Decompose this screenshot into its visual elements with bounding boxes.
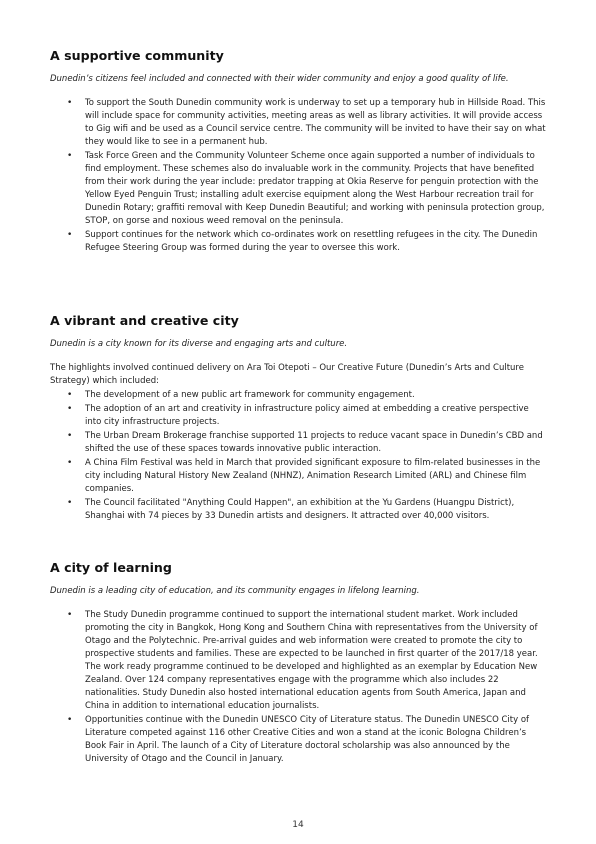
list-item: • To support the South Dunedin community work is underway to set up a temporary hub in Hillside Road. This will include space for community activities, meeting areas as well as library activities. It will provide access to Gig wifi and be used as a Council service centre. The community will be invited to have their say on what they would like to see in a permanent hub. bbox=[85, 97, 546, 149]
bullet-list bbox=[50, 609, 546, 766]
section-supportive-community bbox=[50, 48, 546, 256]
section-heading: A supportive community bbox=[50, 48, 224, 63]
section-city-of-learning bbox=[50, 560, 546, 767]
list-item: • The Council facilitated "Anything Could Happen", an exhibition at the Yu Gardens (Huangpu District), Shanghai with 74 pieces by 33 Dunedin artists and designers. It attracted over 40,000 visitors. bbox=[85, 497, 546, 523]
bullet-list bbox=[50, 389, 546, 523]
section-heading: A city of learning bbox=[50, 560, 172, 575]
list-item: • The Study Dunedin programme continued to support the international student market. Work included promoting the city in Bangkok, Hong Kong and Southern China with representatives from the University of Otago and the Polytechnic. Pre-arrival guides and web information were created to promote the city to prospective students and families. These are expected to be launched in first quarter of the 2017/18 year. The work ready programme continued to be developed and highlighted as an exemplar by Education New Zealand. Over 124 company representatives engage with the programme which also includes 22 nationalities. Study Dunedin also hosted international education agents from South America, Japan and China in addition to international education journalists. bbox=[85, 609, 546, 713]
bullet-list bbox=[50, 97, 546, 255]
section-vibrant-creative-city bbox=[50, 313, 546, 524]
page-number: 14 bbox=[292, 820, 304, 830]
list-item: • The Urban Dream Brokerage franchise supported 11 projects to reduce vacant space in Dunedin’s CBD and shifted the use of these spaces towards innovative public interaction. bbox=[85, 430, 546, 456]
list-item: • Support continues for the network which co-ordinates work on resettling refugees in the city. The Dunedin Refugee Steering Group was formed during the year to oversee this work. bbox=[85, 229, 546, 255]
section-intro: The highlights involved continued delivery on Ara Toi Otepoti – Our Creative Future (Dunedin’s Arts and Culture Strategy) which included: bbox=[50, 363, 524, 386]
list-item: • Task Force Green and the Community Volunteer Scheme once again supported a number of individuals to find employment. These schemes also do invaluable work in the community. Projects that have benefited from their work during the year include: predator trapping at Okia Reserve for penguin protection with the Yellow Eyed Penguin Trust; installing adult exercise equipment along the West Harbour recreation trail for Dunedin Rotary; graffiti removal with Keep Dunedin Beautiful; and working with peninsula protection group, STOP, on gorse and noxious weed removal on the peninsula. bbox=[85, 150, 546, 228]
section-heading: A vibrant and creative city bbox=[50, 313, 239, 328]
section-subtitle: Dunedin’s citizens feel included and connected with their wider community and enjoy a good quality of life. bbox=[50, 74, 509, 84]
section-subtitle: Dunedin is a city known for its diverse and engaging arts and culture. bbox=[50, 339, 348, 349]
list-item: • Opportunities continue with the Dunedin UNESCO City of Literature status. The Dunedin UNESCO City of Literature competed against 116 other Creative Cities and won a stand at the iconic Bologna Children’s Book Fair in April. The launch of a City of Literature doctoral scholarship was also announced by the University of Otago and the Council in January. bbox=[85, 714, 546, 766]
list-item: • The adoption of an art and creativity in infrastructure policy aimed at embedding a creative perspective into city infrastructure projects. bbox=[85, 403, 546, 429]
list-item: • The development of a new public art framework for community engagement. bbox=[85, 389, 546, 402]
list-item: • A China Film Festival was held in March that provided significant exposure to film-related businesses in the city including Natural History New Zealand (NHNZ), Animation Research Limited (ARL) and Chinese film companies. bbox=[85, 457, 546, 496]
section-subtitle: Dunedin is a leading city of education, and its community engages in lifelong learning. bbox=[50, 586, 420, 596]
